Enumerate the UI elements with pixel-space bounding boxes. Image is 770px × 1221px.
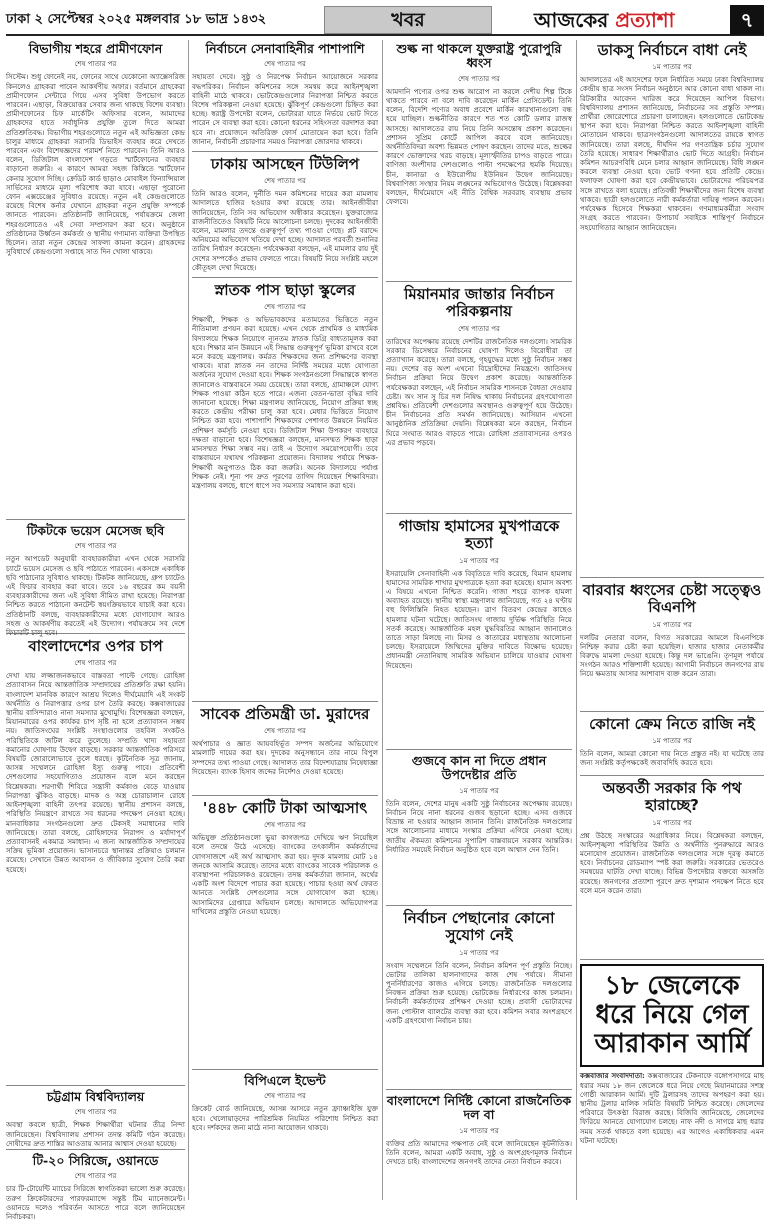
article [580,716,764,776]
column-3 [386,40,572,1200]
article-kicker: ১ম পাতার পর [459,948,499,957]
article-headline: নির্বাচনে সেনাবাহিনীর পাশাপাশি [205,41,365,56]
article [192,282,378,702]
article-body [580,1071,764,1145]
article [6,523,185,637]
issue-date: ঢাকা ২ সেপ্টেম্বর ২০২৫ মঙ্গলবার ১৮ ভাদ্র ১৪৩২ [6,12,267,27]
article-headline: বাংলাদেশে নির্দিষ্ট কোনো রাজনৈতিক দল বা [386,1093,572,1123]
article-headline: মিয়ানমার জান্তার নির্বাচন পরিকল্পনায় [404,285,554,321]
article-body: চার টি-টোয়েন্টি ম্যাচের সিরিজে স্বাগতিকরা ভালো শুরু করেছে। তরুণ ক্রিকেটারদের পারফরম্যান্সে সন্তুষ্ট টিম ম্যানেজমেন্ট। ওয়ানডে দলেও পরিবর্তন আসতে পারে বলে জানিয়েছেন নির্বাচকরা। [6,1184,185,1221]
article-headline: টি-২০ সিরিজে, ওয়ানডে [32,1153,159,1168]
boxed-headline [580,964,764,1067]
article-body: অভিযুক্ত প্রতিষ্ঠানগুলো ভুয়া কাগজপত্র দেখিয়ে ঋণ নিয়েছিল বলে তদন্তে উঠে এসেছে। ব্যাংকের তৎকালীন কর্মকর্তাদের যোগসাজশে এই অর্থ আত্মসাৎ করা হয়। দুদক মামলায় মোট ১৪ জনকে আসামি করেছে। তাদের মধ্যে ব্যাংকের সাবেক পরিচালক ও ব্যবস্থাপনা পরিচালকও রয়েছেন। তদন্ত কর্মকর্তারা জানান, অর্থের একটি অংশ বিদেশে পাচার করা হয়েছে। পাচার হওয়া অর্থ ফেরত আনতে সংশ্লিষ্ট দেশগুলোর সঙ্গে যোগাযোগ করা হচ্ছে। আসামিদের গ্রেপ্তারে অভিযান চলছে। আদালতে অভিযোগপত্র দাখিলের প্রস্তুতি নেওয়া হয়েছে। [192,833,378,916]
article-kicker: ১ম পাতার পর [652,818,692,827]
article-body: ক্রিকেট বোর্ড জানিয়েছে, আসন্ন আসরে নতুন ফ্র্যাঞ্চাইজি যুক্ত হবে। খেলোয়াড়দের পারিশ্রমিক নিয়মিত পরিশোধ নিশ্চিত করা হবে। দর্শকদের জন্য মাঠে নানা আয়োজন থাকবে। [192,1104,378,1132]
article-kicker: ১ম পাতার পর [652,63,692,72]
article [192,800,378,1070]
article-kicker: শেষ পাতার পর [74,542,117,551]
column-4 [580,40,764,1200]
article-headline: কোনো ক্রেম নিতে রাজি নই [589,715,755,733]
article [580,780,764,960]
article-headline: বিপিএলে ইভেন্ট [244,1073,326,1088]
article-kicker: ১ম পাতার পর [652,737,692,746]
article-body: তারিখের অপেক্ষায় রয়েছে দেশটির রাজনৈতিক দলগুলো। সামরিক সরকার ডিসেম্বরে নির্বাচনের ঘোষণা দিলেও বিরোধীরা তা প্রত্যাখ্যান করেছে। তারা বলছে, গৃহযুদ্ধের মধ্যে সুষ্ঠু নির্বাচন সম্ভব নয়। দেশের বড় অংশ এখনো বিদ্রোহীদের নিয়ন্ত্রণে। জাতিসংঘ নির্বাচন প্রক্রিয়া নিয়ে উদ্বেগ প্রকাশ করেছে। আন্তর্জাতিক পর্যবেক্ষকরা বলছেন, এই নির্বাচন সামরিক শাসনকে বৈধতা দেওয়ার চেষ্টা। অং সান সু চির দল নিষিদ্ধ থাকায় নির্বাচনের গ্রহণযোগ্যতা প্রশ্নবিদ্ধ। প্রতিবেশী দেশগুলোর অবস্থানও গুরুত্বপূর্ণ হয়ে উঠেছে। চীন নির্বাচনের প্রতি সমর্থন জানিয়েছে। আসিয়ান এখনো আনুষ্ঠানিক প্রতিক্রিয়া দেয়নি। বিশ্লেষকরা মনে করছেন, নির্বাচন ঘিরে সংঘাত আরও বাড়তে পারে। রোহিঙ্গা প্রত্যাবাসনের ওপরও এর প্রভাব পড়বে। [386,336,572,447]
page-number: ৭ [730,5,764,35]
column-1 [6,40,185,1221]
article-kicker: শেষ পাতার পর [74,1172,117,1181]
article-kicker: ১ম পাতার পর [459,556,499,565]
brand-second-word: প্রত্যাশা [615,8,675,32]
article [580,42,764,578]
article [6,638,185,1086]
article [580,582,764,712]
column-divider [576,40,577,1200]
article-headline: গাজায় হামাসের মুখপাত্রকে হত্যা [398,517,560,553]
article-headline: সাবেক প্রতিমন্ত্রী ডা. মুরাদের [200,705,370,723]
article-kicker: শেষ পাতার পর [264,303,306,312]
article-headline: টিকটকে ভয়েস মেসেজ ছবি [26,523,165,538]
article-body: তিনি বলেন, দেশের মানুষ একটি সুষ্ঠু নির্বাচনের অপেক্ষায় রয়েছে। নির্বাচন নিয়ে নানা ধরনের গুজব ছড়ানো হচ্ছে। এসব গুজবে বিভ্রান্ত না হওয়ার আহ্বান জানান তিনি। রাজনৈতিক দলগুলোর সঙ্গে আলোচনার মাধ্যমে সংস্কার প্রক্রিয়া এগিয়ে নেওয়া হচ্ছে। জাতীয় ঐকমত্য কমিশনের সুপারিশ বাস্তবায়নে সরকার আন্তরিক। নির্ধারিত সময়েই নির্বাচন অনুষ্ঠিত হবে বলে আশ্বাস দেন তিনি। [386,798,572,854]
article-body: ব্যক্তির প্রতি আমাদের পক্ষপাত নেই বলে জানিয়েছেন কূটনীতিক। তিনি বলেন, আমরা একটি অবাধ, সুষ্ঠু ও অংশগ্রহণমূলক নির্বাচন দেখতে চাই। বাংলাদেশের জনগণই তাদের নেতা নির্বাচন করবে। [386,1138,572,1167]
article-body: আমদানি পণ্যের ওপর শুল্ক আরোপ না করলে দেশীয় শিল্প টিকে থাকতে পারবে না বলে দাবি করেছেন মার্কিন প্রেসিডেন্ট। তিনি বলেন, বিদেশি পণ্যের অবাধ প্রবেশে মার্কিন কারখানাগুলো বন্ধ হয়ে যাচ্ছিল। শুল্কনীতির কারণে শত শত কোটি ডলার রাজস্ব আসছে। আদালতের রায় নিয়ে তিনি অসন্তোষ প্রকাশ করেছেন। প্রশাসন সুপ্রিম কোর্টে আপিল করবে বলে জানিয়েছে। অর্থনীতিবিদরা অবশ্য ভিন্নমত পোষণ করছেন। তাদের মতে, শুল্কের কারণে ভোক্তাদের খরচ বাড়ছে। মূল্যস্ফীতির চাপও বাড়তে পারে। বাণিজ্য অংশীদার দেশগুলোও পাল্টা পদক্ষেপের হুমকি দিয়েছে। চীন, কানাডা ও ইউরোপীয় ইউনিয়ন উদ্বেগ জানিয়েছে। বিশ্ববাণিজ্য সংস্থার নিয়ম লঙ্ঘনের অভিযোগও উঠেছে। বিশ্লেষকরা বলছেন, দীর্ঘমেয়াদে এই নীতি বৈশ্বিক সরবরাহ ব্যবস্থায় প্রভাব ফেলবে। [386,86,572,207]
article [192,156,378,278]
article-kicker: শেষ পাতার পর [264,1092,306,1101]
article [192,1074,378,1184]
brand-first-word: আজকের [534,8,609,32]
article-body: তিনি আরও বলেন, দুর্নীতি দমন কমিশনের দায়ের করা মামলায় আদালতে হাজির হওয়ার কথা রয়েছে তার। আইনজীবীরা জানিয়েছেন, তিনি সব অভিযোগ অস্বীকার করেছেন। যুক্তরাজ্যের রাজনীতিতেও বিষয়টি নিয়ে আলোচনা চলছে। দুদকের আইনজীবী বলেন, মামলার তদন্তে গুরুত্বপূর্ণ তথ্য পাওয়া গেছে। প্লট বরাদ্দে অনিয়মের অভিযোগ খতিয়ে দেখা হচ্ছে। আদালত পরবর্তী শুনানির তারিখ নির্ধারণ করেছেন। পর্যবেক্ষকরা বলছেন, এই মামলার রায় দুই দেশের সম্পর্কেও প্রভাব ফেলতে পারে। বিষয়টি নিয়ে সংশ্লিষ্ট মহলে কৌতূহল দেখা দিয়েছে। [192,189,378,272]
article [6,42,185,520]
article [6,1090,185,1150]
article-kicker: শেষ পাতার পর [458,324,500,333]
article-headline: শুল্ক না থাকলে যুক্তরাষ্ট্র পুরোপুরি ধ্বংস [396,41,562,71]
column-divider [382,40,383,1200]
article-body: আদালতের এই আদেশের ফলে নির্ধারিত সময়ে ঢাকা বিশ্ববিদ্যালয় কেন্দ্রীয় ছাত্র সংসদ নির্বাচন অনুষ্ঠানে আর কোনো বাধা থাকল না। রিটকারীর আবেদন খারিজ করে দিয়েছেন আপিল বিভাগ। বিশ্ববিদ্যালয় প্রশাসন জানিয়েছে, নির্বাচনের সব প্রস্তুতি সম্পন্ন। প্রার্থীরা জোরেশোরে প্রচারণা চালাচ্ছেন। হলগুলোতে ভোটকেন্দ্র স্থাপন করা হবে। নিরাপত্তা নিশ্চিত করতে আইনশৃঙ্খলা বাহিনী মোতায়েন থাকবে। ছাত্রসংগঠনগুলো আদালতের রায়কে স্বাগত জানিয়েছে। তারা বলছে, দীর্ঘদিন পর গণতান্ত্রিক চর্চার সুযোগ তৈরি হয়েছে। সাধারণ শিক্ষার্থীরাও ভোট দিতে আগ্রহী। নির্বাচন কমিশন আচরণবিধি মেনে চলার আহ্বান জানিয়েছে। বিধি লঙ্ঘন করলে ব্যবস্থা নেওয়া হবে। ভোট গণনা হবে প্রতিটি কেন্দ্রে। ফলাফল ঘোষণা করা হবে কেন্দ্রীয়ভাবে। ভোটারদের পরিচয়পত্র সঙ্গে রাখতে বলা হয়েছে। প্রতিবন্ধী শিক্ষার্থীদের জন্য বিশেষ ব্যবস্থা থাকবে। ছাত্রী হলগুলোতে নারী কর্মকর্তারা দায়িত্ব পালন করবেন। পর্যবেক্ষক হিসেবে শিক্ষকরা থাকবেন। গণমাধ্যমকর্মীরা সংবাদ সংগ্রহ করতে পারবেন। উপাচার্য সবাইকে শান্তিপূর্ণ নির্বাচনে সহযোগিতার আহ্বান জানিয়েছেন। [580,75,764,232]
article-body: সংবাদ সম্মেলনে তিনি বলেন, নির্বাচন কমিশন পূর্ণ প্রস্তুতি নিচ্ছে। ভোটার তালিকা হালনাগাদের কাজ শেষ পর্যায়ে। সীমানা পুনর্নির্ধারণের কাজও এগিয়ে চলছে। রাজনৈতিক দলগুলোর নিবন্ধন প্রক্রিয়া শুরু হয়েছে। ভোটকেন্দ্র নির্ধারণের কাজ চলমান। নির্বাচনী কর্মকর্তাদের প্রশিক্ষণ দেওয়া হচ্ছে। প্রবাসী ভোটারদের জন্য পোস্টাল ব্যালটের ব্যবস্থা করা হবে। কমিশন সবার অংশগ্রহণে একটি গ্রহণযোগ্য নির্বাচন চায়। [386,960,572,1025]
article-body: নতুন আপডেট অনুযায়ী ব্যবহারকারীরা এখন থেকে সরাসরি চ্যাটে ভয়েস মেসেজ ও ছবি পাঠাতে পারবেন। একসঙ্গে একাধিক ছবি পাঠানোর সুবিধাও থাকছে। টিকটক জানিয়েছে, গ্রুপ চ্যাটেও এই ফিচার ব্যবহার করা যাবে। তবে ১৬ বছরের কম বয়সী ব্যবহারকারীদের জন্য এই সুবিধা সীমিত রাখা হয়েছে। নিরাপত্তা নিশ্চিত করতে পাঠানো কনটেন্ট স্বয়ংক্রিয়ভাবে যাচাই করা হবে। প্রতিষ্ঠানটি বলছে, ব্যবহারকারীদের মধ্যে যোগাযোগ আরও সহজ ও আকর্ষণীয় করতেই এই উদ্যোগ। পর্যায়ক্রমে সব দেশে ফিচারটি চালু হবে। [6,554,185,637]
article-body: অর্থপাচার ও জ্ঞাত আয়বহির্ভূত সম্পদ অর্জনের অভিযোগে মামলাটি দায়ের করা হয়। দুদকের অনুসন্ধানে তার নামে বিপুল সম্পদের তথ্য পাওয়া গেছে। আদালত তার বিদেশযাত্রায় নিষেধাজ্ঞা দিয়েছেন। ব্যাংক হিসাব জব্দের নির্দেশও দেওয়া হয়েছে। [192,739,378,776]
article-headline: অন্তবর্তী সরকার কি পথ হারাচ্ছে? [602,779,742,815]
column-2 [192,40,378,1200]
column-divider [188,40,189,1200]
article-headline: বাংলাদেশের ওপর চাপ [28,637,163,655]
article-kicker: শেষ পাতার পর [74,659,117,668]
article-headline: বারবার ধ্বংসের চেষ্টা সত্ত্বেও বিএনপি [582,581,762,617]
section-title: খবর [324,6,492,34]
article-headline: নির্বাচন পেছানোর কোনো সুযোগ নেই [403,909,555,945]
article [386,1094,572,1194]
article-kicker: শেষ পাতার পর [458,74,500,83]
article [6,1153,185,1221]
article-kicker: শেষ পাতার পর [74,60,117,69]
article-headline: গুজবে কান না দিতে প্রধান উপদেষ্টার প্রতি [411,753,547,783]
article-kicker: শেষ পাতার পর [264,60,306,69]
article [386,286,572,514]
dateline: কক্সবাজার সংবাদদাতা: [580,1071,645,1081]
article [386,754,572,906]
article-body: সিস্টেম। শুধু ফোনেই নয়, ফোনের সাথে যেকোনো অ্যাক্সেসরিজ কিনলেও গ্রাহকরা পাবেন আকর্ষণীয় অফার। বর্তমানে গ্রাহকেরা প্রামীণফোন সেন্টারে গিয়ে এসব সুবিধা উপভোগ করতে পারবেন। এছাড়া, বিক্রয়োত্তর সেবার জন্য থাকছে বিশেষ ব্যবস্থা। প্রামীণফোনের চিফ মার্কেটিং অফিসার বলেন, আমাদের গ্রাহকদের হাতে সর্বাধুনিক প্রযুক্তি তুলে দিতে আমরা প্রতিশ্রুতিবদ্ধ। বিভাগীয় শহরগুলোতে নতুন এই অভিজ্ঞতা কেন্দ্র চালুর মাধ্যমে গ্রাহকরা সরাসরি ডিভাইস ব্যবহার করে দেখতে পারবেন এবং বিশেষজ্ঞদের পরামর্শ নিতে পারবেন। তিনি আরও বলেন, ডিজিটাল বাংলাদেশ গড়তে স্মার্টফোনের ব্যবহার বাড়ানো জরুরি। এ কারণে আমরা সহজ কিস্তিতে স্মার্টফোন কেনার সুযোগ দিচ্ছি। ক্রেডিট কার্ড ছাড়াও মোবাইল ফিন্যান্সিয়াল সার্ভিসের মাধ্যমে মূল্য পরিশোধ করা যাবে। এছাড়া পুরোনো ফোন এক্সচেঞ্জের সুবিধাও রয়েছে। নতুন এই কেন্দ্রগুলোতে রয়েছে বিশেষ কর্নার যেখানে গ্রাহকরা নতুন প্রযুক্তি সম্পর্কে জানতে পারবেন। প্রতিষ্ঠানটি জানিয়েছে, পর্যায়ক্রমে জেলা শহরগুলোতেও এই সেবা সম্প্রসারণ করা হবে। অনুষ্ঠানে প্রতিষ্ঠানের উর্ধ্বতন কর্মকর্তা ও স্থানীয় গণ্যমান্য ব্যক্তিরা উপস্থিত ছিলেন। তারা নতুন কেন্দ্রের সাফল্য কামনা করেন। গ্রাহকদের সুবিধার্থে কেন্দ্রগুলো সপ্তাহে সাত দিন খোলা থাকবে। [6,72,185,257]
article-body: দলটির নেতারা বলেন, বিগত সরকারের আমলে বিএনপিকে নিশ্চিহ্ন করার চেষ্টা করা হয়েছিল। হাজার হাজার নেতাকর্মীর বিরুদ্ধে মামলা দেওয়া হয়েছে। কিন্তু দল ভাঙেনি। তৃণমূল পর্যায়ে সংগঠন আরও শক্তিশালী হয়েছে। আগামী নির্বাচনে জনগণের রায় নিয়ে ক্ষমতায় আসার আশাবাদ ব্যক্ত করেন তারা। [580,632,764,679]
article-body: শিক্ষার্থী, শিক্ষক ও অভিভাবকদের মতামতের ভিত্তিতে নতুন নীতিমালা প্রণয়ন করা হয়েছে। এখন থেকে প্রাথমিক ও মাধ্যমিক বিদ্যালয়ে শিক্ষক নিয়োগে ন্যূনতম স্নাতক ডিগ্রি বাধ্যতামূলক করা হবে। শিক্ষার মান উন্নয়নে এই সিদ্ধান্ত গুরুত্বপূর্ণ ভূমিকা রাখবে বলে মনে করছে মন্ত্রণালয়। কর্মরত শিক্ষকদের জন্য প্রশিক্ষণের ব্যবস্থা থাকবে। যারা স্নাতক নন তাদের নির্দিষ্ট সময়ের মধ্যে যোগ্যতা অর্জনের সুযোগ দেওয়া হবে। শিক্ষক সংগঠনগুলো সিদ্ধান্তকে স্বাগত জানালেও বাস্তবায়নে সময় চেয়েছে। তারা বলছে, গ্রামাঞ্চলে যোগ্য শিক্ষক পাওয়া কঠিন হতে পারে। এজন্য বেতন-ভাতা বৃদ্ধির দাবি জানানো হয়েছে। শিক্ষা মন্ত্রণালয় জানিয়েছে, নিয়োগ প্রক্রিয়া স্বচ্ছ করতে কেন্দ্রীয় পরীক্ষা চালু করা হবে। মেধার ভিত্তিতে নিয়োগ নিশ্চিত করা হবে। পাশাপাশি শিক্ষকদের পেশাগত উন্নয়নে নিয়মিত প্রশিক্ষণ কর্মসূচি নেওয়া হবে। ডিজিটাল শিক্ষা উপকরণ ব্যবহারে দক্ষতা বাড়ানো হবে। বিশেষজ্ঞরা বলছেন, মানসম্মত শিক্ষক ছাড়া মানসম্মত শিক্ষা সম্ভব নয়। তাই এ উদ্যোগ সময়োপযোগী। তবে বাস্তবায়নে যথাযথ পরিকল্পনা প্রয়োজন। বিদ্যালয় পর্যায়ে শিক্ষক-শিক্ষার্থী অনুপাতও ঠিক করা জরুরি। অনেক বিদ্যালয়ে পর্যাপ্ত শিক্ষক নেই। শূন্য পদ দ্রুত পূরণের তাগিদ দিয়েছেন শিক্ষাবিদরা। মন্ত্রণালয় বলছে, ধাপে ধাপে সব সমস্যার সমাধান করা হবে। [192,315,378,490]
article-headline: বিভাগীয় শহরে প্রামীণফোন [28,41,163,56]
article-kicker: ১ম পাতার পর [459,786,499,795]
article-kicker: ১ম পাতার পর [652,620,692,629]
article [386,518,572,750]
article-headline: চট্টগ্রাম বিশ্ববিদ্যালয় [46,1089,145,1104]
article-headline: ঢাকায় আসছেন টিউলিপ [210,155,360,173]
article-text: কক্সবাজারের টেকনাফে বঙ্গোপসাগরে মাছ ধরার সময় ১৮ জন জেলেকে ধরে নিয়ে গেছে মিয়ানমারের সশস্ত্র গোষ্ঠী আরাকান আর্মি। দুটি ট্রলারসহ তাদের অপহরণ করা হয়। স্থানীয় ট্রলার মালিক সমিতি বিষয়টি নিশ্চিত করেছে। জেলেদের পরিবারে উৎকণ্ঠা বিরাজ করছে। বিজিবি জানিয়েছে, জেলেদের ফিরিয়ে আনতে যোগাযোগ চলছে। নাফ নদী ও সাগরে মাছ ধরার সময় সতর্ক থাকতে বলা হয়েছে। এর আগেও একাধিকবার এমন ঘটনা ঘটেছে। [580,1071,764,1145]
article-body: তিনি বলেন, আমরা কোনো দায় নিতে প্রস্তুত নই। যা ঘটেছে তার জন্য সংশ্লিষ্ট কর্তৃপক্ষকেই জবাবদিহি করতে হবে। [580,749,764,768]
article-kicker: ১ম পাতার পর [459,1126,499,1135]
article-kicker: শেষ পাতার পর [264,177,306,186]
article-body: দেখা যায় লজ্জাজনকভাবে বাস্তবতা পাল্টে গেছে। রোহিঙ্গা প্রত্যাবাসন নিয়ে আন্তর্জাতিক সম্প্রদায়ের প্রতিশ্রুতি রক্ষা হয়নি। বাংলাদেশ মানবিক কারণে আশ্রয় দিলেও দীর্ঘমেয়াদি এই সংকট অর্থনীতি ও নিরাপত্তার ওপর চাপ তৈরি করছে। কক্সবাজারের স্থানীয় বাসিন্দারাও নানা সমস্যার মুখোমুখি। বিশেষজ্ঞরা বলছেন, মিয়ানমারের ওপর কার্যকর চাপ সৃষ্টি না হলে প্রত্যাবাসন সম্ভব নয়। জাতিসংঘের সংশ্লিষ্ট সংস্থাগুলোর তহবিল সংকটও পরিস্থিতিকে জটিল করে তুলেছে। সম্প্রতি খাদ্য সহায়তা কমানোর ঘোষণায় উদ্বেগ বাড়ছে। সরকার আন্তর্জাতিক পরিসরে বিষয়টি জোরালোভাবে তুলে ধরছে। কূটনৈতিক সূত্র জানায়, আসন্ন সম্মেলনে রোহিঙ্গা ইস্যু গুরুত্ব পাবে। প্রতিবেশী দেশগুলোর সহযোগিতাও প্রয়োজন বলে মনে করছেন বিশ্লেষকরা। শরণার্থী শিবিরে সন্ত্রাসী কর্মকাণ্ড বেড়ে যাওয়ায় নিরাপত্তা ঝুঁকিও বাড়ছে। মাদক ও অস্ত্র চোরাচালান রোধে আইনশৃঙ্খলা বাহিনী তৎপর রয়েছে। স্থানীয় প্রশাসন বলছে, পরিস্থিতি নিয়ন্ত্রণে রাখতে সব ধরনের পদক্ষেপ নেওয়া হচ্ছে। মানবাধিকার সংগঠনগুলো দ্রুত টেকসই সমাধানের দাবি জানিয়েছে। তারা বলছে, রোহিঙ্গাদের নিরাপদ ও মর্যাদাপূর্ণ প্রত্যাবাসনই একমাত্র সমাধান। এ জন্য আন্তর্জাতিক সম্প্রদায়ের সক্রিয় ভূমিকা প্রয়োজন। ভাসানচরে স্থানান্তর প্রক্রিয়াও চলমান রয়েছে। সেখানে উন্নত আবাসন ও জীবিকার সুযোগ তৈরি করা হয়েছে। [6,671,185,874]
article [192,42,378,152]
article [580,1071,764,1203]
article-kicker: শেষ পাতার পর [264,821,306,830]
masthead [6,4,764,36]
article-kicker: শেষ পাতার পর [264,727,306,736]
article-body: প্রশ্ন উঠছে সংস্কারের অগ্রাধিকার নিয়ে। বিশ্লেষকরা বলছেন, আইনশৃঙ্খলা পরিস্থিতির উন্নতি ও অর্থনীতি পুনরুদ্ধারে আরও মনোযোগ প্রয়োজন। রাজনৈতিক দলগুলোর সঙ্গে দূরত্ব কমাতে হবে। নির্বাচনের রোডম্যাপ স্পষ্ট করা জরুরি। সরকারের ভেতরেও সমন্বয়ের ঘাটতি দেখা যাচ্ছে। বিভিন্ন উপদেষ্টার বক্তব্যে অসঙ্গতি রয়েছে। জনগণের প্রত্যাশা পূরণে দ্রুত দৃশ্যমান পদক্ষেপ নিতে হবে বলে মনে করেন তারা। [580,830,764,895]
lead-headline: ১৮ জেলেকে ধরে নিয়ে গেল আরাকান আর্মি [594,971,750,1060]
article-headline: স্নাতক পাস ছাড়া স্কুলের [214,281,356,299]
article [386,910,572,1090]
article-body: সহায়তা দেবে। সুষ্ঠু ও নিরপেক্ষ নির্বাচন আয়োজনে সরকার বদ্ধপরিকর। নির্বাচন কমিশনের সঙ্গে সমন্বয় করে আইনশৃঙ্খলা বাহিনী মাঠে থাকবে। ভোটকেন্দ্রগুলোর নিরাপত্তা নিশ্চিত করতে বিশেষ পরিকল্পনা নেওয়া হয়েছে। ঝুঁকিপূর্ণ কেন্দ্রগুলো চিহ্নিত করা হচ্ছে। স্বরাষ্ট্র উপদেষ্টা বলেন, ভোটাররা যাতে নির্ভয়ে ভোট দিতে পারেন সে ব্যবস্থা করা হবে। কোনো ধরনের সহিংসতা বরদাশত করা হবে না। প্রয়োজনে অতিরিক্ত ফোর্স মোতায়েন করা হবে। তিনি জানান, নির্বাচনী প্রচারণার সময়ও নিরাপত্তা জোরদার থাকবে। [192,72,378,146]
article [386,42,572,282]
article-headline: '৪৪৮ কোটি টাকা আত্মসাৎ [202,799,368,817]
article [192,706,378,796]
article-headline: ডাকসু নির্বাচনে বাধা নেই [597,41,747,59]
article-kicker: শেষ পাতার পর [74,1108,117,1117]
article-body: অবস্থা কবলে ছাত্রী, শিক্ষক শিক্ষার্থীরা ঘটনার তীব্র নিন্দা জানিয়েছেন। বিশ্ববিদ্যালয় প্রশাসন তদন্ত কমিটি গঠন করেছে। দোষীদের দ্রুত শাস্তির আওতায় আনার আশ্বাস দেওয়া হয়েছে। [6,1120,185,1148]
article-body: ইসরায়েলি সেনাবাহিনী এক বিবৃতিতে দাবি করেছে, বিমান হামলায় হামাসের সামরিক শাখার মুখপাত্রকে হত্যা করা হয়েছে। হামাস অবশ্য এ বিষয়ে এখনো নিশ্চিত করেনি। গাজা শহরে ব্যাপক হামলা অব্যাহত রয়েছে। স্থানীয় স্বাস্থ্য মন্ত্রণালয় জানিয়েছে, গত ২৪ ঘণ্টায় বহু ফিলিস্তিনি নিহত হয়েছেন। ত্রাণ বিতরণ কেন্দ্রের কাছেও হামলার ঘটনা ঘটেছে। জাতিসংঘ গাজায় দুর্ভিক্ষ পরিস্থিতি নিয়ে সতর্ক করেছে। আন্তর্জাতিক মহল যুদ্ধবিরতির আহ্বান জানালেও তাতে সাড়া মিলছে না। মিসর ও কাতারের মধ্যস্থতায় আলোচনা চলছে। ইসরায়েলে জিম্মিদের মুক্তির দাবিতে বিক্ষোভ হয়েছে। প্রধানমন্ত্রী নেতানিয়াহু সামরিক অভিযান চালিয়ে যাওয়ার ঘোষণা দিয়েছেন। [386,568,572,670]
newspaper-brand [534,6,724,34]
